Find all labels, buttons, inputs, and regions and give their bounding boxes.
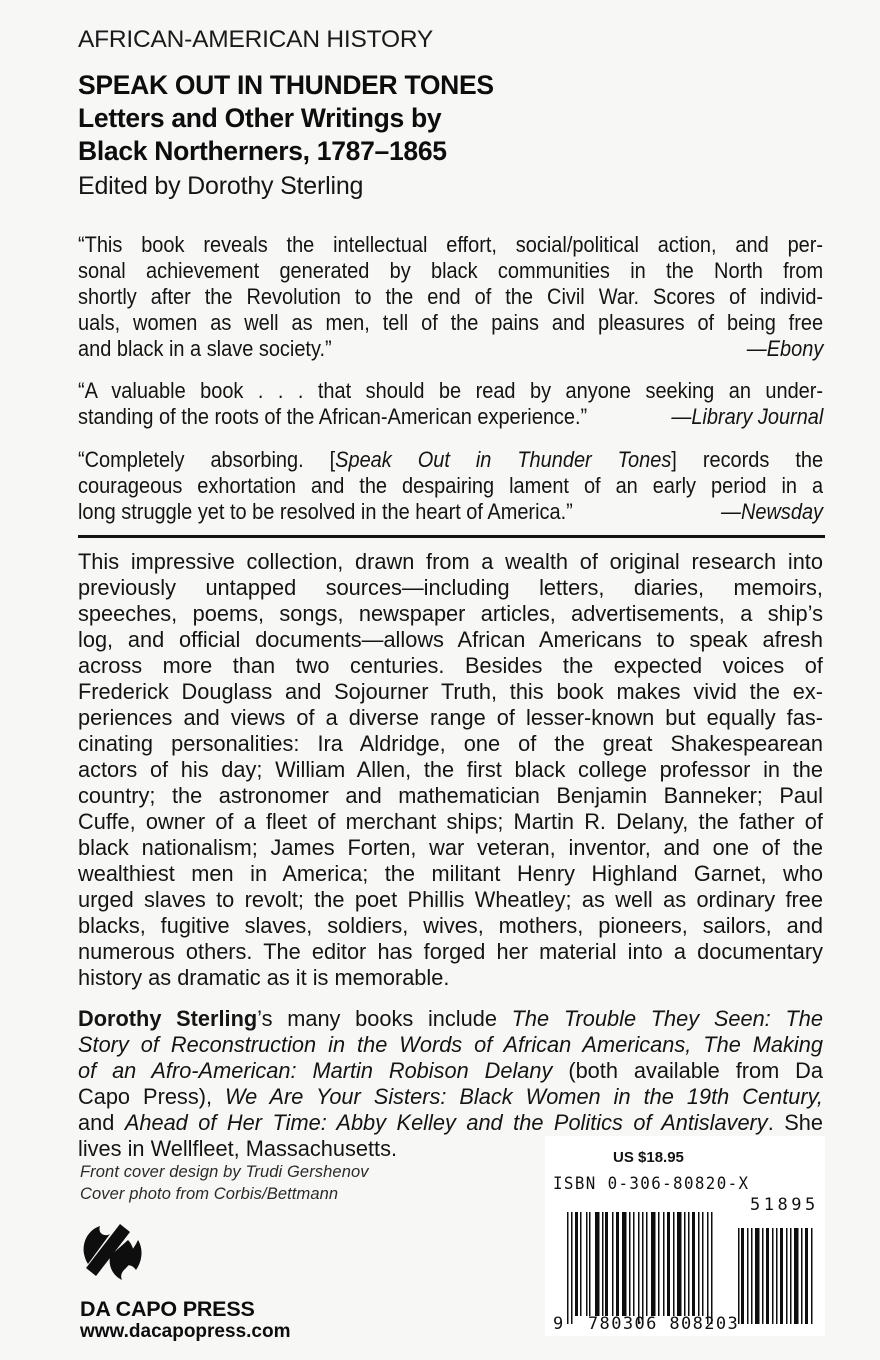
review-source: —Library Journal (671, 404, 823, 429)
review-line: courageous exhortation and the despairing lament of an early period in a (78, 473, 824, 498)
review-line: sonal achievement generated by black communities in the North from (78, 258, 824, 283)
review-source: —Ebony (746, 336, 823, 361)
da-capo-logo-icon (80, 1220, 145, 1282)
review-line: shortly after the Revolution to the end of the Civil War. Scores of individ- (78, 284, 824, 309)
description-line: Cuffe, owner of a fleet of merchant ships; Martin R. Delany, the father of (78, 809, 823, 834)
bio-line: and Ahead of Her Time: Abby Kelley and the Politics of Antislavery. She (78, 1110, 823, 1135)
review-line: long struggle yet to be resolved in the heart of America.” (78, 499, 573, 524)
description-line: across more than two centuries. Besides the expected voices of (78, 653, 823, 678)
bio-line: of an Afro-American: Martin Robison Delany (both available from Da (78, 1058, 823, 1083)
publisher-name: DA CAPO PRESS (80, 1297, 255, 1321)
description-line: black nationalism; James Forten, war veteran, inventor, and one of the (78, 835, 823, 860)
book-title: SPEAK OUT IN THUNDER TONES (78, 70, 494, 100)
review-line: uals, women as well as men, tell of the pains and pleasures of being free (78, 310, 824, 335)
description-line: cinating personalities: Ira Aldridge, one of the great Shakespearean (78, 731, 823, 756)
description-line: numerous others. The editor has forged her material into a documentary (78, 939, 823, 964)
review-line: standing of the roots of the African-American experience.” (78, 404, 588, 429)
quoted-title: Speak Out in Thunder Tones (335, 447, 672, 472)
cover-design-credit: Front cover design by Trudi Gershenov (80, 1163, 369, 1181)
description-line: urged slaves to revolt; the poet Phillis Wheatley; as well as ordinary free (78, 887, 823, 912)
book-subtitle-line-1: Letters and Other Writings by (78, 103, 442, 133)
review-line: “This book reveals the intellectual effort, social/political action, and per- (78, 232, 824, 257)
description-line: country; the astronomer and mathematician Benjamin Banneker; Paul (78, 783, 823, 808)
price-addon-barcode-icon (738, 1228, 818, 1324)
series-label: AFRICAN-AMERICAN HISTORY (78, 26, 434, 53)
cover-photo-credit: Cover photo from Corbis/Bettmann (80, 1185, 339, 1203)
description-line: periences and views of a diverse range of lesser-known but equally fas- (78, 705, 823, 730)
editor-credit: Edited by Dorothy Sterling (78, 172, 364, 200)
isbn-label: ISBN 0-306-80820-X (553, 1174, 750, 1194)
book-subtitle-line-2: Black Northerners, 1787–1865 (78, 136, 447, 166)
barcode-panel (545, 1136, 825, 1336)
bio-line: lives in Wellfleet, Massachusetts. (78, 1136, 398, 1161)
description-line: This impressive collection, drawn from a wealth of original research into (78, 549, 823, 574)
description-line: previously untapped sources—including letters, diaries, memoirs, (78, 575, 823, 600)
review-line: “Completely absorbing. [Speak Out in Thunder Tones] records the (78, 447, 824, 472)
description-line: speeches, poems, songs, newspaper articles, advertisements, a ship’s (78, 601, 823, 626)
section-divider (78, 535, 825, 538)
description-line: history as dramatic as it is memorable. (78, 965, 450, 990)
description-line: wealthiest men in America; the militant Henry Highland Garnet, who (78, 861, 823, 886)
author-name: Dorothy Sterling (78, 1006, 258, 1031)
review-line: and black in a slave society.” (78, 336, 332, 361)
ean-barcode-icon (567, 1212, 727, 1324)
review-source: —Newsday (720, 499, 823, 524)
description-line: Frederick Douglass and Sojourner Truth, this book makes vivid the ex- (78, 679, 823, 704)
price-label: US $18.95 (613, 1149, 684, 1166)
description-line: actors of his day; William Allen, the first black college professor in the (78, 757, 823, 782)
bio-line: Capo Press), We Are Your Sisters: Black Women in the 19th Century, (78, 1084, 823, 1109)
description-line: log, and official documents—allows African Americans to speak afresh (78, 627, 823, 652)
ean-number: 9 780306 808203 (553, 1314, 740, 1334)
price-addon-number: 51895 (750, 1195, 819, 1215)
publisher-url[interactable]: www.dacapopress.com (80, 1321, 291, 1342)
review-line: “A valuable book . . . that should be read by anyone seeking an under- (78, 378, 824, 403)
bio-line: Story of Reconstruction in the Words of African Americans, The Making (78, 1032, 823, 1057)
bio-line: Dorothy Sterling’s many books include The Trouble They Seen: The (78, 1006, 823, 1031)
description-line: blacks, fugitive slaves, soldiers, wives, mothers, pioneers, sailors, and (78, 913, 823, 938)
